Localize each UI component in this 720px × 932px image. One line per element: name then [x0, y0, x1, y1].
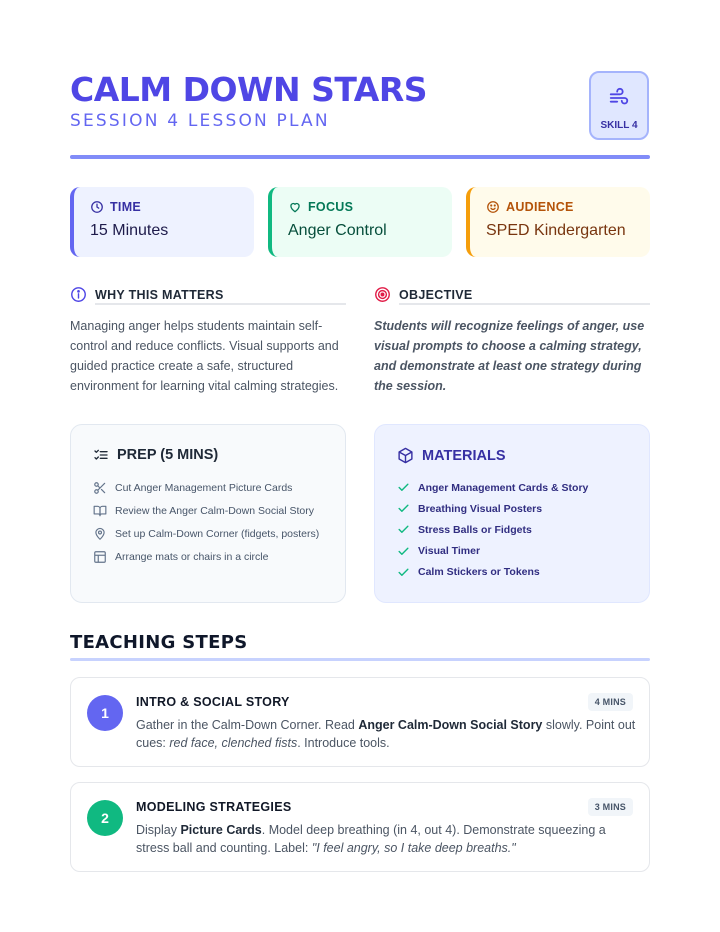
header-divider — [70, 155, 650, 159]
why-heading — [70, 286, 224, 303]
why-divider — [95, 303, 346, 305]
prep-item-label: Review the Anger Calm-Down Social Story — [115, 504, 314, 517]
material-item-label: Breathing Visual Posters — [418, 502, 543, 515]
clock-icon — [90, 200, 104, 214]
prep-item — [93, 476, 345, 499]
step-duration-badge: 3 MINS — [588, 798, 633, 816]
objective-heading-text: OBJECTIVE — [399, 287, 473, 302]
why-heading-text: WHY THIS MATTERS — [95, 287, 224, 302]
prep-panel — [70, 424, 346, 603]
materials-title: MATERIALS — [422, 447, 506, 464]
teaching-steps-title: TEACHING STEPS — [70, 632, 248, 653]
step-number: 2 — [87, 800, 123, 836]
page-subtitle: SESSION 4 LESSON PLAN — [70, 111, 330, 131]
audience-card — [466, 187, 650, 257]
step-description: Display Picture Cards. Model deep breathing (in 4, out 4). Demonstrate squeezing a stress ball and counting. Label: "I feel angry, so I take deep breaths." — [136, 823, 606, 855]
objective-divider — [399, 303, 650, 305]
step-name: INTRO & SOCIAL STORY — [136, 695, 290, 709]
material-item-label: Visual Timer — [418, 545, 481, 558]
material-item — [397, 519, 649, 540]
audience-label: AUDIENCE — [506, 200, 574, 214]
material-item — [397, 498, 649, 519]
step-number: 1 — [87, 695, 123, 731]
check-icon — [397, 545, 410, 558]
heart-icon — [288, 200, 302, 214]
checklist-icon — [93, 447, 109, 463]
map-pin-icon — [93, 527, 107, 541]
step-duration-badge: 4 MINS — [588, 693, 633, 711]
info-icon — [70, 286, 87, 303]
prep-title: PREP (5 MINS) — [117, 447, 219, 463]
objective-heading — [374, 286, 473, 303]
smile-icon — [486, 200, 500, 214]
focus-value: Anger Control — [288, 222, 387, 239]
prep-item-label: Arrange mats or chairs in a circle — [115, 550, 269, 563]
step-description: Gather in the Calm-Down Corner. Read Anger Calm-Down Social Story slowly. Point out cues: red face, clenched fists. Introduce tools. — [136, 718, 636, 750]
focus-label: FOCUS — [308, 200, 354, 214]
why-text: Managing anger helps students maintain self-control and reduce conflicts. Visual supports and guided practice create a safe, structured environment for learning vital calming strategies. — [70, 319, 339, 393]
skill-badge-label: SKILL 4 — [600, 120, 638, 131]
skill-badge — [589, 71, 649, 140]
check-icon — [397, 481, 410, 494]
material-item — [397, 541, 649, 562]
wind-icon — [606, 87, 632, 109]
check-icon — [397, 523, 410, 536]
time-value: 15 Minutes — [90, 222, 169, 239]
step-name: MODELING STRATEGIES — [136, 800, 292, 814]
package-icon — [397, 447, 414, 464]
book-icon — [93, 504, 107, 518]
step-card-2 — [70, 782, 650, 872]
step-card-1 — [70, 677, 650, 767]
prep-item — [93, 499, 345, 522]
scissors-icon — [93, 481, 107, 495]
prep-item-label: Cut Anger Management Picture Cards — [115, 481, 293, 494]
time-card — [70, 187, 254, 257]
prep-item — [93, 522, 345, 545]
material-item-label: Stress Balls or Fidgets — [418, 523, 532, 536]
material-item — [397, 477, 649, 498]
teaching-steps-divider — [70, 658, 650, 661]
focus-card — [268, 187, 452, 257]
page-title: CALM DOWN STARS — [70, 70, 427, 109]
target-icon — [374, 286, 391, 303]
prep-item-label: Set up Calm-Down Corner (fidgets, posters) — [115, 527, 320, 540]
check-icon — [397, 502, 410, 515]
objective-text: Students will recognize feelings of anger, use visual prompts to choose a calming strategy, and demonstrate at least one strategy during the session. — [374, 319, 645, 393]
prep-item — [93, 545, 345, 568]
material-item — [397, 562, 649, 583]
material-item-label: Anger Management Cards & Story — [418, 481, 589, 494]
audience-value: SPED Kindergarten — [486, 222, 626, 239]
materials-panel — [374, 424, 650, 603]
time-label: TIME — [110, 200, 142, 214]
material-item-label: Calm Stickers or Tokens — [418, 566, 540, 579]
layout-icon — [93, 550, 107, 564]
check-icon — [397, 566, 410, 579]
